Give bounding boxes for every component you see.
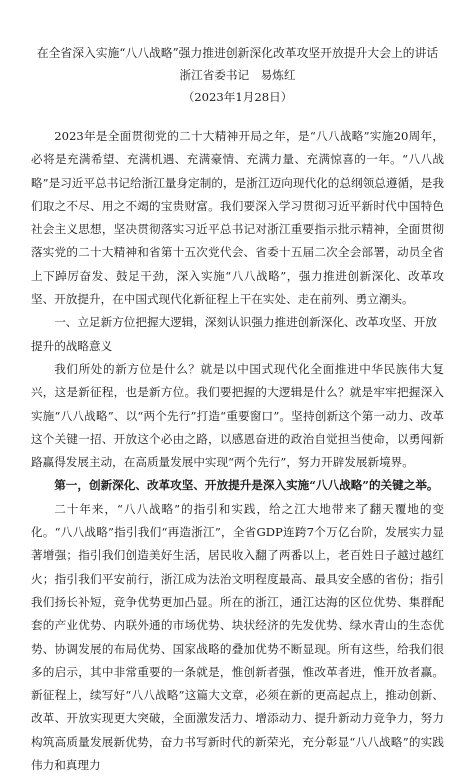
intro-paragraph: 2023年是全面贯彻党的二十大精神开局之年，是“八八战略”实施20周年，必将是充满希望、充满机遇、充满豪情、充满力量、充满惊喜的一年。“八八战略”是习近平总书记给浙江量身定制的，是浙江迈向现代化的总纲领总遵循，是我们取之不尽、用之不竭的宝贵财富。我们要深入学习贯彻习近平新时代中国特色社会主义思想，坚决贯彻落实习近平总书记对浙江重要指示批示精神，全面贯彻落实党的二十大精神和省第十五次党代会、省委十五届二次全会部署，动员全省上下踔厉奋发、鼓足干劲，深入实施“八八战略”，强力推进创新深化、改革攻坚、开放提升，在中国式现代化新征程上干在实处、走在前列、勇立潮头。 [31,129,444,307]
body-paragraph-2: 二十年来，“八八战略”的指引和实践，给之江大地带来了翻天覆地的变化。“八八战略”指引我们“再造浙江”，全省GDP连跨7个万亿台阶，发展实力显著增强；指引我们创造美好生活，居民收入翻了两番以上，老百姓日子越过越红火；指引我们平安前行，浙江成为法治文明程度最高、最具安全感的省份；指引我们扬长补短，竞争优势更加凸显。所在的浙江，通江达海的区位优势、集群配套的产业优势、内联外通的市场优势、块状经济的先发优势、绿水青山的生态优势、协调发展的布局优势、国家战略的叠加优势不断显现。所有这些，给我们很多的启示，其中非常重要的一条就是，惟创新者强，惟改革者进，惟开放者赢。新征程上，续写好“八八战略”这篇大文章，必须在新的更高起点上，推动创新、改革、开放实现更大突破，全面激发活力、增添动力、提升新动力竞争力，努力构筑高质量发展新优势，奋力书写新时代的新荣光，充分彰显“八八战略”的实践伟力和真理力 [31,501,444,773]
section-heading-1: 一、立足新方位把握大逻辑，深刻认识强力推进创新深化、改革攻坚、开放提升的战略意义 [31,315,437,353]
speaker-line: 浙江省委书记 易炼红 [179,68,296,82]
point-one-heading: 第一，创新深化、改革攻坚、开放提升是深入实施“八八战略”的关键之举。 [54,478,439,493]
speech-date: （2023年1月28日） [182,90,293,104]
body-paragraph-1: 我们所处的新方位是什么？就是以中国式现代化全面推进中华民族伟大复兴，这是新征程，也是新方位。我们要把握的大逻辑是什么？就是牢牢把握深入实施“八八战略”、以“两个先行”打造“重要窗口”。坚持创新这个第一动力、改革这个关键一招、开放这个必由之路，以感恩奋进的政治自觉担当使命，以勇闯新路赢得发展主动，在高质量发展中实现“两个先行”，努力开辟发展新境界。 [31,361,444,470]
speech-title: 在全省深入实施“八八战略”强力推进创新深化改革攻坚开放提升大会上的讲话 [36,46,439,60]
title-spacer [31,108,444,125]
